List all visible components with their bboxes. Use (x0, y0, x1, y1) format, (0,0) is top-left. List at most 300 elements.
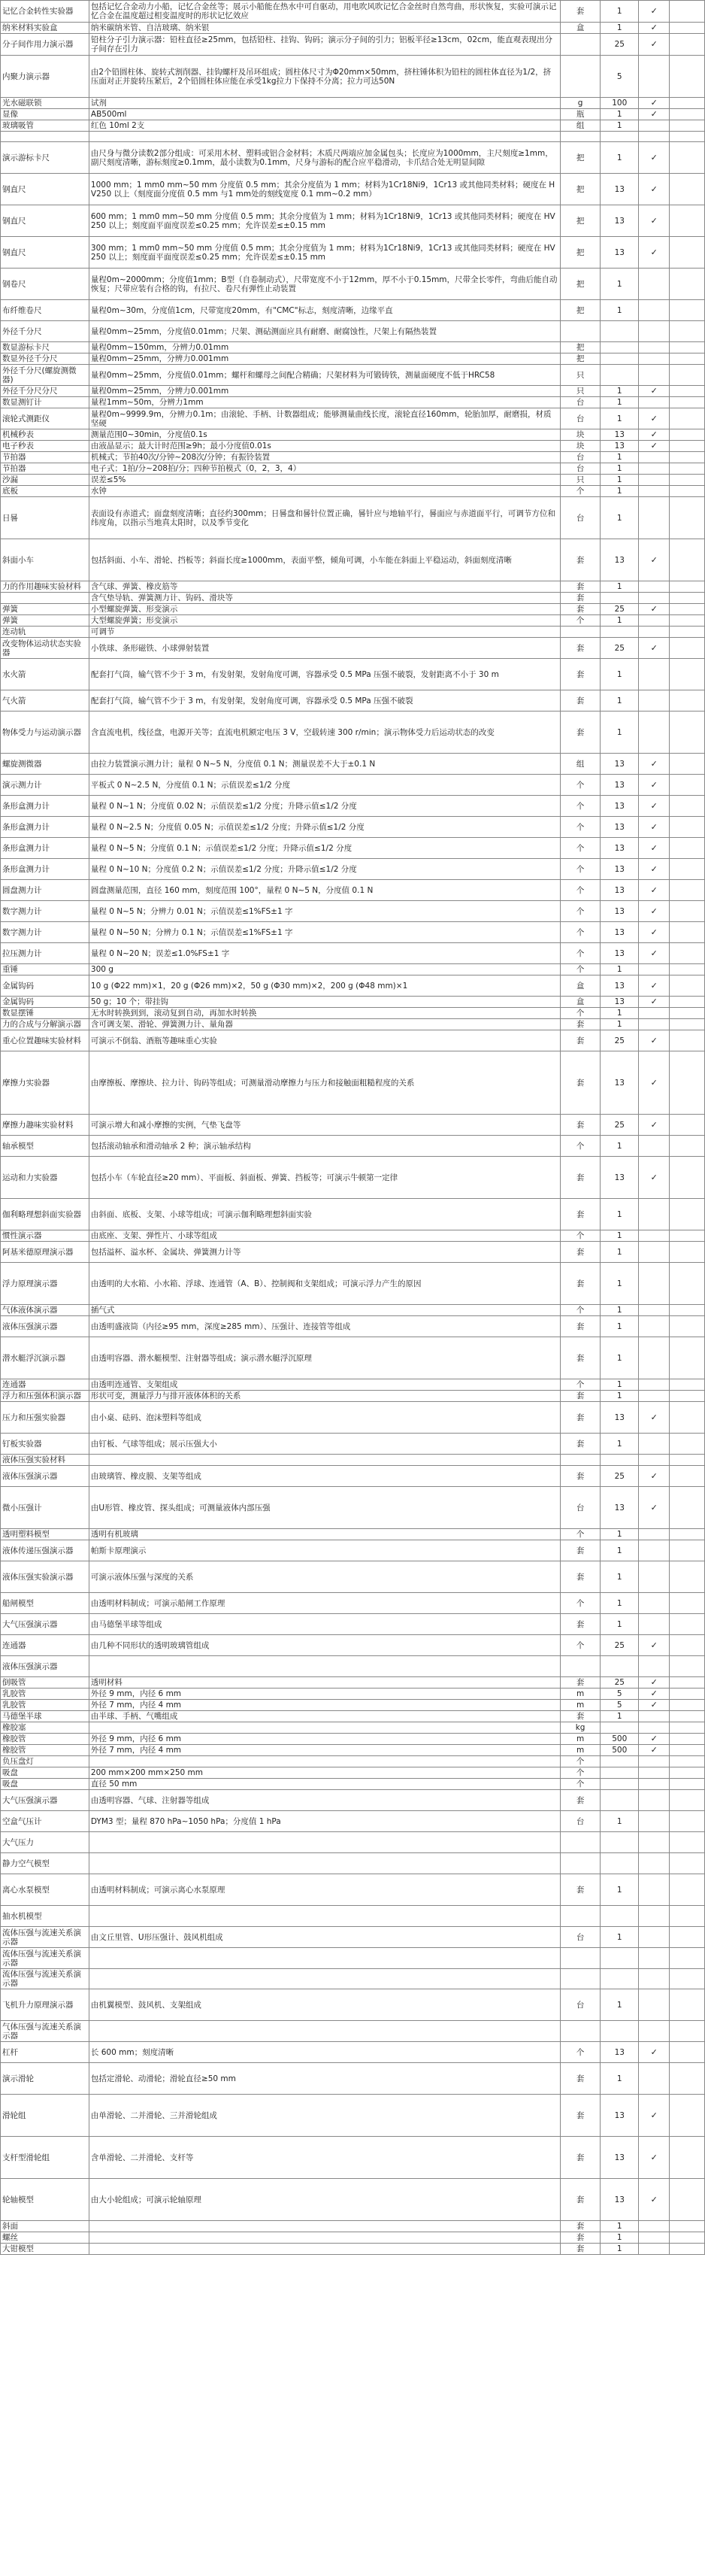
item-name (1, 1756, 89, 1767)
item-quantity-text: 1 (616, 1321, 622, 1331)
item-unit-text: 盒 (576, 997, 585, 1006)
item-name-text: 螺旋测微器 (2, 759, 42, 769)
table-row (1, 1711, 705, 1722)
item-spec (89, 901, 560, 922)
item-check-mark (639, 205, 670, 237)
item-name-text: 滑轮组 (2, 2110, 26, 2120)
item-name (1, 690, 89, 712)
item-spec-text: 由几种不同形状的透明玻璃管组成 (90, 1640, 210, 1650)
item-check-mark (639, 1874, 670, 1906)
item-spec-text: 配套打气筒，输气管不少于 3 m，有发射架，发射角度可调，容器承受 0.5 MPa 压强不破裂 (90, 696, 413, 705)
item-name (1, 638, 89, 659)
item-quantity-text: 1 (616, 387, 622, 396)
item-quantity-text: 13 (614, 843, 625, 853)
item-remark (670, 486, 705, 497)
item-unit (561, 441, 601, 452)
item-spec-text: 由液晶显示；最大计时范围≥9h；最小分度值0.01s (90, 441, 271, 451)
item-spec-text: 长 600 mm；刻度清晰 (90, 2047, 174, 2057)
table-row (1, 1734, 705, 1745)
item-remark (670, 1305, 705, 1316)
item-check-mark (639, 1711, 670, 1722)
item-spec (89, 659, 560, 690)
item-remark (670, 817, 705, 838)
item-check-mark-text: ✓ (650, 39, 658, 49)
item-quantity (601, 1745, 639, 1756)
item-name (1, 1635, 89, 1656)
table-row (1, 56, 705, 98)
item-check-mark (639, 1337, 670, 1379)
item-remark (670, 1700, 705, 1711)
item-name-text: 橡胶管 (2, 1734, 26, 1743)
item-name-text: 负压盘灯 (2, 1757, 34, 1766)
item-name-text: 离心水泵模型 (2, 1885, 50, 1895)
item-unit (561, 497, 601, 539)
item-name (1, 2063, 89, 2095)
item-quantity-text: 5 (616, 1701, 622, 1710)
item-check-mark (639, 539, 670, 581)
item-unit (561, 1019, 601, 1030)
item-unit-text: 套 (576, 1209, 585, 1219)
table-row (1, 1677, 705, 1689)
item-spec (89, 1316, 560, 1337)
item-quantity-text: 1 (616, 582, 622, 591)
item-spec-text: 外径 7 mm，内径 4 mm (90, 1701, 182, 1710)
item-check-mark-text: ✓ (650, 184, 658, 194)
table-row (1, 365, 705, 386)
item-check-mark (639, 441, 670, 452)
item-quantity (601, 880, 639, 901)
item-remark (670, 2179, 705, 2221)
item-unit-text: 把 (576, 216, 585, 226)
item-unit-text: 套 (576, 1678, 585, 1687)
item-unit-text: 块 (576, 441, 585, 451)
item-check-mark (639, 1969, 670, 1989)
item-quantity (601, 452, 639, 463)
item-quantity (601, 1, 639, 23)
item-quantity-text: 1 (616, 398, 622, 407)
table-row (1, 539, 705, 581)
item-name-text: 流体压强与流速关系演示器 (2, 1928, 81, 1946)
item-unit-text: 组 (576, 759, 585, 769)
item-name (1, 342, 89, 353)
item-name-text: 演示滑轮 (2, 2074, 34, 2083)
item-quantity (601, 1487, 639, 1529)
item-check-mark (639, 615, 670, 627)
item-unit-text: 把 (576, 279, 585, 289)
item-name (1, 1, 89, 23)
item-remark (670, 754, 705, 775)
item-quantity (601, 539, 639, 581)
item-check-mark (639, 1927, 670, 1948)
table-row (1, 1379, 705, 1391)
item-unit-text: 套 (576, 1712, 585, 1721)
item-remark (670, 1263, 705, 1305)
item-check-mark-text: ✓ (650, 1077, 658, 1088)
item-quantity-text: 1 (616, 1530, 622, 1539)
item-remark (670, 1455, 705, 1466)
item-name-text: 条形盒测力计 (2, 843, 50, 853)
item-remark (670, 1157, 705, 1199)
item-spec-text: 纳米碳纳米管、自洁玻璃、纳米银 (90, 23, 210, 32)
item-name-text: 连通器 (2, 1380, 26, 1389)
item-name-text: 弹簧 (2, 616, 18, 625)
item-spec (89, 1455, 560, 1466)
item-check-mark-text: ✓ (650, 948, 658, 958)
item-unit-text: 套 (576, 669, 585, 679)
item-unit (561, 859, 601, 880)
item-quantity (601, 1391, 639, 1402)
item-remark (670, 56, 705, 98)
table-row (1, 838, 705, 859)
item-spec-text: 包括滚动轴承和滑动轴承 2 种；演示轴承结构 (90, 1141, 251, 1151)
item-name-text: 浮力原理演示器 (2, 1279, 58, 1288)
table-row (1, 1790, 705, 1811)
item-unit (561, 463, 601, 475)
item-remark (670, 1767, 705, 1779)
table-row (1, 775, 705, 796)
item-name (1, 796, 89, 817)
item-check-mark (639, 120, 670, 132)
item-check-mark-text: ✓ (650, 906, 658, 916)
item-check-mark (639, 975, 670, 997)
item-spec-text: 含气球、弹簧、橡皮筋等 (90, 582, 178, 591)
item-quantity (601, 23, 639, 34)
item-quantity-text: 13 (614, 555, 625, 565)
item-unit-text: 个 (576, 1640, 585, 1650)
item-spec-text: 机械式；节拍40次/分钟~208次/分钟；有振铃装置 (90, 453, 271, 462)
table-row (1, 922, 705, 943)
item-check-mark (639, 1157, 670, 1199)
item-remark (670, 1779, 705, 1790)
item-quantity (601, 1305, 639, 1316)
item-quantity (601, 269, 639, 300)
item-check-mark (639, 1689, 670, 1700)
item-check-mark (639, 23, 670, 34)
item-name (1, 593, 89, 604)
item-quantity (601, 2063, 639, 2095)
item-name-text: 外径千分尺 (2, 326, 42, 336)
table-row (1, 2042, 705, 2063)
item-quantity-text: 100 (612, 99, 628, 108)
item-quantity (601, 593, 639, 604)
item-spec-text: 可演示增大和减小摩擦的实例，气垫飞盘等 (90, 1120, 241, 1130)
item-quantity (601, 1455, 639, 1466)
item-check-mark-text: ✓ (650, 23, 658, 32)
item-spec-text: 由U形管、橡皮管、探头组成；可测量液体内部压强 (90, 1503, 271, 1513)
item-unit (561, 1402, 601, 1434)
item-remark (670, 1969, 705, 1989)
item-quantity-text: 1 (616, 121, 622, 130)
table-row (1, 581, 705, 593)
item-quantity (601, 1734, 639, 1745)
item-quantity (601, 581, 639, 593)
item-check-mark (639, 237, 670, 269)
table-row (1, 174, 705, 205)
item-unit-text: 个 (576, 1530, 585, 1539)
item-name-text: 液体压强实验材料 (2, 1455, 65, 1464)
table-row (1, 593, 705, 604)
item-name-text: 滚轮式测距仪 (2, 414, 50, 423)
item-name (1, 1391, 89, 1402)
item-remark (670, 408, 705, 429)
table-row (1, 659, 705, 690)
item-check-mark (639, 690, 670, 712)
item-unit (561, 429, 601, 441)
item-check-mark (639, 1734, 670, 1745)
item-spec-text: 小铁球、条形磁铁、小球弹射装置 (90, 643, 210, 653)
item-check-mark (639, 838, 670, 859)
item-spec-text: 红色 10ml 2支 (90, 121, 145, 130)
item-remark (670, 1230, 705, 1242)
item-unit (561, 997, 601, 1008)
table-row (1, 342, 705, 353)
item-spec-text: 由透明容器、潜水艇模型、注射器等组成；演示潜水艇浮沉原理 (90, 1353, 312, 1363)
item-spec (89, 1745, 560, 1756)
item-unit (561, 1434, 601, 1455)
item-quantity-text: 13 (614, 1173, 625, 1182)
item-quantity-text: 1 (616, 1712, 622, 1721)
item-unit-text: m (576, 1746, 585, 1755)
item-spec (89, 1677, 560, 1689)
item-quantity-text: 1 (616, 2233, 622, 2242)
item-spec-text: 含单滑轮、二并滑轮、支杆等 (90, 2153, 194, 2162)
item-spec-text: AB500ml (90, 110, 127, 119)
item-spec-text: 量程 0 N~20 N；误差≤1.0%FS±1 字 (90, 948, 230, 958)
item-name (1, 1230, 89, 1242)
item-quantity-text: 1 (616, 487, 622, 496)
item-name (1, 1656, 89, 1677)
item-name-text: 浮力和压强体积演示器 (2, 1391, 81, 1400)
item-spec-text: 由玻璃管、橡皮膜、支架等组成 (90, 1471, 201, 1481)
item-spec-text: 外径 9 mm，内径 6 mm (90, 1689, 182, 1698)
item-remark (670, 2137, 705, 2179)
item-spec (89, 142, 560, 174)
item-name (1, 2095, 89, 2137)
item-check-mark (639, 452, 670, 463)
item-unit-text: 台 (576, 398, 585, 407)
item-spec (89, 1906, 560, 1927)
item-spec-text: 水钟 (90, 487, 107, 496)
item-quantity (601, 604, 639, 615)
item-spec (89, 56, 560, 98)
item-quantity-text: 1 (616, 153, 622, 162)
item-spec (89, 1337, 560, 1379)
item-name (1, 300, 89, 321)
item-check-mark (639, 34, 670, 56)
item-remark (670, 1790, 705, 1811)
item-remark (670, 1927, 705, 1948)
item-remark (670, 2232, 705, 2244)
item-name (1, 429, 89, 441)
item-unit (561, 1700, 601, 1711)
item-quantity (601, 754, 639, 775)
table-row (1, 2232, 705, 2244)
item-check-mark (639, 997, 670, 1008)
item-unit-text: 台 (576, 1816, 585, 1826)
item-unit (561, 1115, 601, 1136)
table-row (1, 638, 705, 659)
item-check-mark-text: ✓ (650, 2047, 658, 2057)
item-check-mark (639, 98, 670, 109)
item-name-text: 钢直尺 (2, 184, 26, 194)
item-check-mark-text: ✓ (650, 2194, 658, 2204)
table-row (1, 2221, 705, 2232)
item-remark (670, 497, 705, 539)
item-quantity (601, 1635, 639, 1656)
item-quantity-text: 1 (616, 1353, 622, 1363)
item-spec (89, 581, 560, 593)
item-unit (561, 1832, 601, 1853)
item-check-mark-text: ✓ (650, 152, 658, 162)
item-spec-text: 直径 50 mm (90, 1780, 138, 1789)
item-unit-text: kg (575, 1723, 585, 1732)
item-unit (561, 604, 601, 615)
item-name-text: 圆盘测力计 (2, 885, 42, 895)
item-name (1, 943, 89, 964)
item-check-mark (639, 754, 670, 775)
item-name-text: 运动和力实验器 (2, 1173, 58, 1182)
table-row (1, 1434, 705, 1455)
item-unit-text: 个 (576, 1141, 585, 1151)
item-spec-text: 插气式 (90, 1306, 115, 1315)
item-unit (561, 1811, 601, 1832)
item-name-text: 液体压强实验演示器 (2, 1572, 74, 1582)
item-name (1, 1561, 89, 1593)
item-spec-text: 300 mm；1 mm0 mm~50 mm 分度值 0.5 mm；其余分度值为 1 mm；材料为1Cr18Ni9，1Cr13 或其他同类材料；硬度在 HV250 以上；刻度面平面度误差≤0.25 mm；允许误差≤±0.15 mm (90, 243, 555, 262)
item-quantity (601, 34, 639, 56)
item-check-mark (639, 429, 670, 441)
item-quantity-text: 13 (614, 1503, 625, 1513)
table-row (1, 1811, 705, 1832)
item-spec-text: 量程0mm~25mm，分辨力0.001mm (90, 387, 229, 396)
item-remark (670, 1337, 705, 1379)
item-quantity (601, 1711, 639, 1722)
item-name (1, 1722, 89, 1734)
item-remark (670, 2095, 705, 2137)
item-spec-text: 由拉力装置演示测力计；量程 0 N~5 N，分度值 0.1 N；测量误差不大于±0.1 N (90, 759, 376, 769)
item-name-text: 分子间作用力演示器 (2, 40, 74, 49)
item-quantity (601, 2042, 639, 2063)
item-name-text: 大气压强演示器 (2, 1619, 58, 1629)
item-name (1, 615, 89, 627)
item-check-mark (639, 386, 670, 397)
item-quantity (601, 1030, 639, 1051)
item-name (1, 838, 89, 859)
item-check-mark (639, 1230, 670, 1242)
item-quantity-text: 1 (616, 110, 622, 119)
item-quantity (601, 2095, 639, 2137)
item-name (1, 132, 89, 142)
table-row (1, 1700, 705, 1711)
item-check-mark-text: ✓ (650, 821, 658, 832)
item-remark (670, 1391, 705, 1402)
item-name (1, 1689, 89, 1700)
item-check-mark (639, 174, 670, 205)
item-name-text: 光水磁联锁 (2, 99, 42, 108)
item-quantity-text: 13 (614, 441, 625, 451)
item-unit (561, 1561, 601, 1593)
item-spec (89, 690, 560, 712)
item-unit-text: 个 (576, 1757, 585, 1766)
item-remark (670, 1689, 705, 1700)
table-row (1, 1466, 705, 1487)
item-quantity (601, 1722, 639, 1734)
item-spec-text: 由透明的大水箱、小水箱、浮球、连通管（A、B）、控制阀和支架组成；可演示浮力产生的原因 (90, 1279, 422, 1288)
item-spec (89, 2095, 560, 2137)
item-check-mark (639, 1115, 670, 1136)
item-unit (561, 1756, 601, 1767)
item-unit-text: 套 (576, 7, 585, 16)
item-name-text: 支杆型滑轮组 (2, 2153, 50, 2162)
item-quantity-text: 1 (616, 2244, 622, 2253)
item-unit-text: 套 (576, 1885, 585, 1895)
item-name (1, 1487, 89, 1529)
item-remark (670, 174, 705, 205)
item-name-text: 显像 (2, 110, 18, 119)
item-check-mark (639, 775, 670, 796)
item-quantity (601, 638, 639, 659)
item-check-mark (639, 1561, 670, 1593)
item-spec-text: 测量范围0~30min，分度值0.1s (90, 430, 207, 439)
item-name-text: 条形盒测力计 (2, 822, 50, 832)
item-unit (561, 627, 601, 638)
item-check-mark (639, 1722, 670, 1734)
item-name (1, 441, 89, 452)
item-spec (89, 452, 560, 463)
item-check-mark (639, 1767, 670, 1779)
item-check-mark (639, 1242, 670, 1263)
table-row (1, 859, 705, 880)
table-row (1, 1008, 705, 1019)
item-check-mark (639, 1030, 670, 1051)
item-spec (89, 775, 560, 796)
item-check-mark (639, 397, 670, 408)
item-spec-text: 由透明材料制成；可演示船闸工作原理 (90, 1598, 225, 1608)
item-quantity-text: 13 (614, 948, 625, 958)
item-spec (89, 1230, 560, 1242)
item-quantity (601, 659, 639, 690)
item-quantity-text: 25 (614, 1640, 625, 1650)
item-check-mark (639, 638, 670, 659)
table-row (1, 754, 705, 775)
item-unit (561, 943, 601, 964)
item-spec (89, 1593, 560, 1614)
item-spec (89, 386, 560, 397)
item-unit (561, 2063, 601, 2095)
item-name-text: 拉压测力计 (2, 948, 42, 958)
item-quantity-text: 1 (616, 1619, 622, 1629)
item-spec-text: 由单滑轮、二并滑轮、三并滑轮组成 (90, 2110, 217, 2120)
item-remark (670, 300, 705, 321)
item-check-mark (639, 1434, 670, 1455)
item-quantity (601, 300, 639, 321)
item-unit (561, 475, 601, 486)
item-spec (89, 796, 560, 817)
item-name-text: 节拍器 (2, 453, 26, 462)
item-spec (89, 922, 560, 943)
item-unit (561, 205, 601, 237)
item-spec-text: 量程0mm~150mm，分辨力0.01mm (90, 343, 229, 352)
item-spec-text: 外径 9 mm，内径 6 mm (90, 1734, 182, 1743)
item-remark (670, 638, 705, 659)
item-check-mark-text: ✓ (650, 997, 658, 1006)
item-unit (561, 109, 601, 120)
item-check-mark-text: ✓ (650, 1502, 658, 1513)
item-quantity-text: 13 (614, 184, 625, 194)
item-unit (561, 659, 601, 690)
item-spec (89, 1832, 560, 1853)
item-check-mark-text: ✓ (650, 800, 658, 811)
